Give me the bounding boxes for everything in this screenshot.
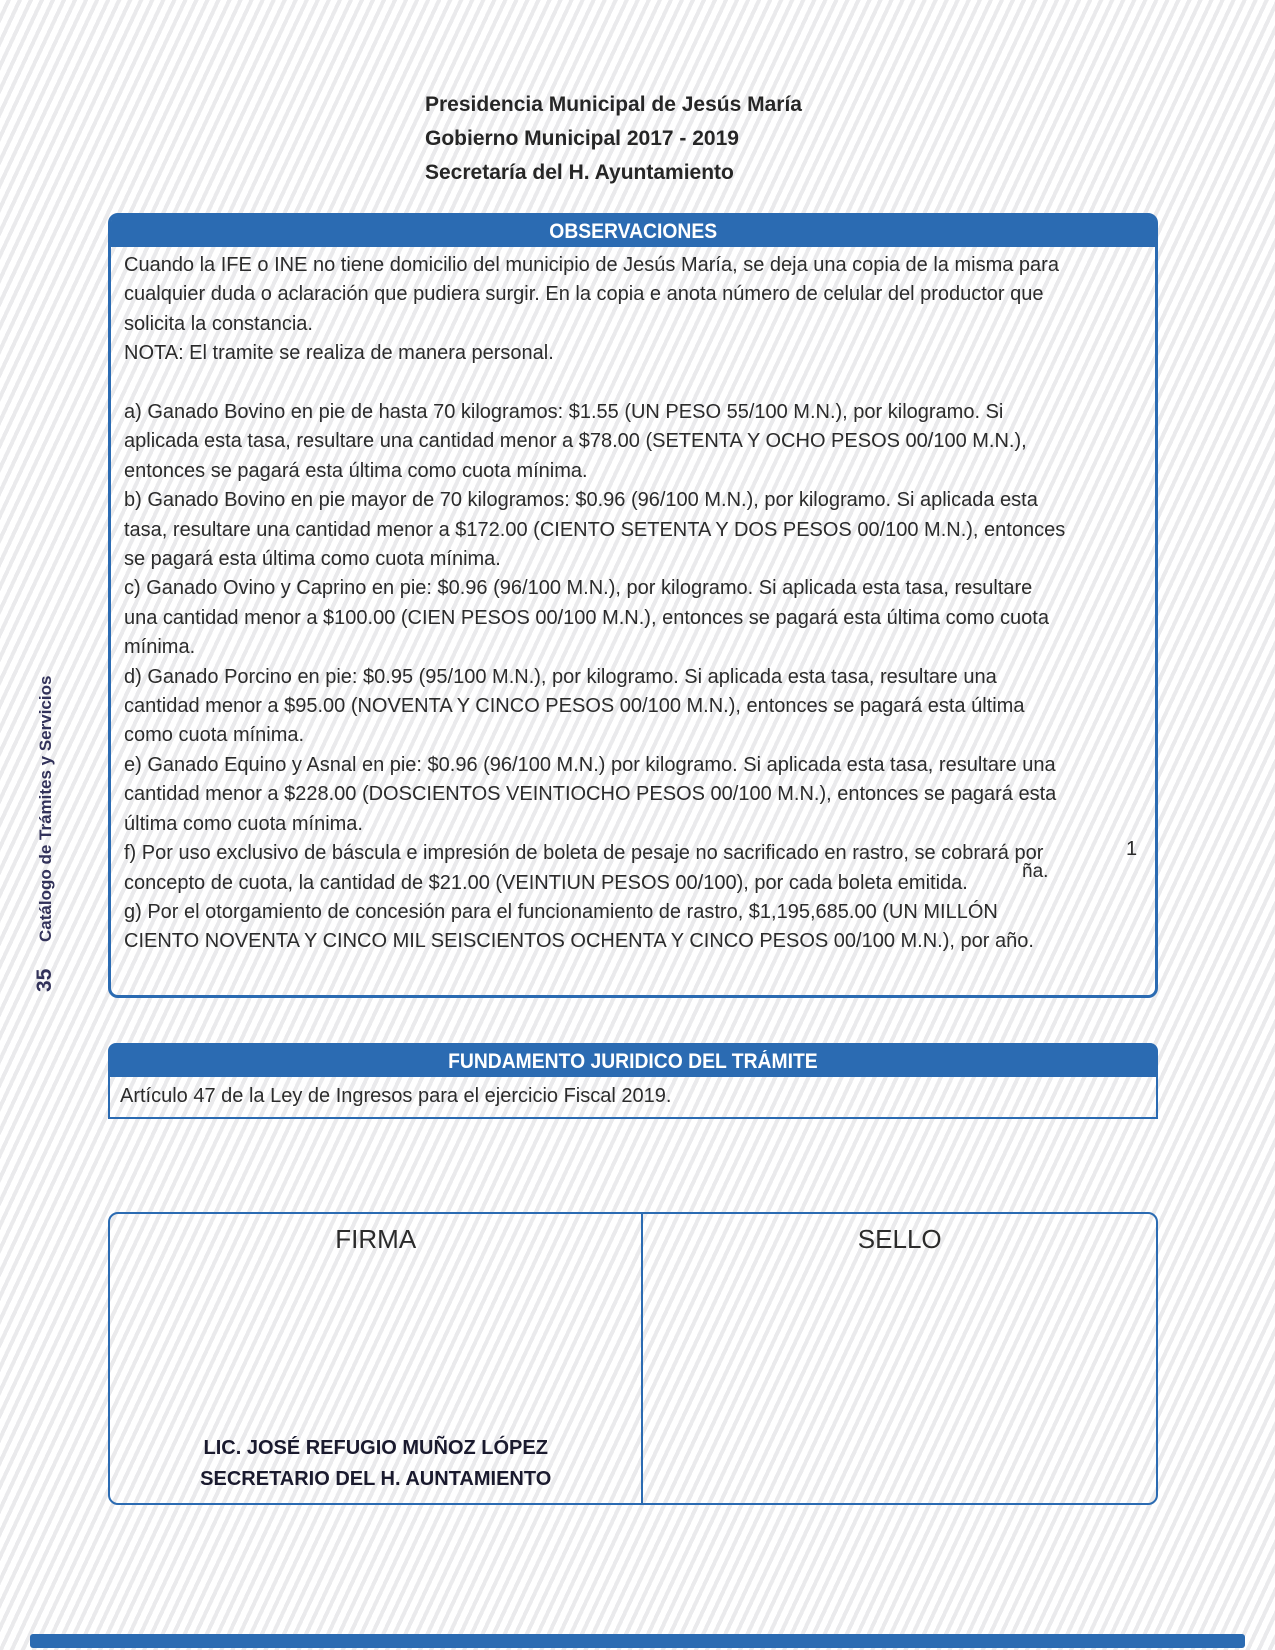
firma-label: FIRMA (335, 1224, 417, 1254)
observaciones-paragraph: NOTA: El tramite se realiza de manera personal. (124, 342, 554, 365)
overlap-text-artifact: ña. (1022, 861, 1049, 882)
header-line-1: Presidencia Municipal de Jesús María (425, 93, 802, 116)
observaciones-paragraph: Cuando la IFE o INE no tiene domicilio del municipio de Jesús María, se deja una copia de la misma para cualquier duda o aclaración que pudiera surgir. En la copia e anota número de celular del productor que solicita la constancia. (124, 254, 1059, 335)
stray-page-number-artifact: 1 (1126, 838, 1138, 860)
fundamento-title: FUNDAMENTO JURIDICO DEL TRÁMITE (448, 1050, 818, 1073)
observaciones-paragraph: c) Ganado Ovino y Caprino en pie: $0.96 (96/100 M.N.), por kilogramo. Si aplicada esta tasa, resultare una cantidad menor a $100.00 (CIEN PESOS 00/100 M.N.), entonces se pagará esta última como cuota mínima. (124, 577, 1049, 659)
fundamento-text: Artículo 47 de la Ley de Ingresos para el ejercicio Fiscal 2019. (120, 1085, 672, 1107)
observaciones-paragraph: d) Ganado Porcino en pie: $0.95 (95/100 M.N.), por kilogramo. Si aplicada esta tasa, resultare una cantidad menor a $95.00 (NOVENTA Y CINCO PESOS 00/100 M.N.), entonces se pagará esta última como cuota mínima. (124, 665, 1025, 747)
header-line-3: Secretaría del H. Ayuntamiento (425, 161, 734, 184)
observaciones-paragraph: f) Por uso exclusivo de báscula e impresión de boleta de pesaje no sacrificado en rastro, se cobrará por concepto de cuota, la cantidad de $21.00 (VEINTIUN PESOS 00/100), por cada boleta emitida. (124, 842, 1044, 894)
observaciones-paragraph: a) Ganado Bovino en pie de hasta 70 kilogramos: $1.55 (UN PESO 55/100 M.N.), por kilogramo. Si aplicada esta tasa, resultare una cantidad menor a $78.00 (SETENTA Y OCHO PESOS 00/100 M.N.), entonces se pagará esta última como cuota mínima. (124, 401, 1027, 482)
observaciones-title-bar (111, 216, 1155, 247)
observaciones-body (111, 247, 1155, 961)
firma-cell (110, 1214, 643, 1503)
fundamento-title-bar (108, 1043, 1158, 1077)
sidebar-catalog-label: Catálogo de Trámites y Servicios (36, 675, 55, 942)
sello-cell (643, 1214, 1156, 1503)
observaciones-title: OBSERVACIONES (549, 220, 717, 243)
observaciones-paragraph: b) Ganado Bovino en pie mayor de 70 kilogramos: $0.96 (96/100 M.N.), por kilogramo. Si aplicada esta tasa, resultare una cantidad menor a $172.00 (CIENTO SETENTA Y DOS PESOS 00/100 M.N.), entonces se pagará esta última como cuota mínima. (124, 489, 1066, 571)
document-header (425, 88, 802, 190)
footer-accent-bar (30, 1634, 1245, 1648)
page-number: 35 (33, 968, 56, 992)
header-line-2: Gobierno Municipal 2017 - 2019 (425, 127, 739, 150)
signatory-title: SECRETARIO DEL H. AUNTAMIENTO (200, 1468, 552, 1490)
fundamento-section (108, 1043, 1158, 1119)
fundamento-body-box (108, 1077, 1158, 1119)
signatory-block (110, 1433, 641, 1495)
sello-label: SELLO (857, 1224, 942, 1254)
observaciones-paragraph: e) Ganado Equino y Asnal en pie: $0.96 (96/100 M.N.) por kilogramo. Si aplicada esta tasa, resultare una cantidad menor a $228.00 (DOSCIENTOS VEINTIOCHO PESOS 00/100 M.N.), entonces se pagará esta última como cuota mínima. (124, 753, 1057, 835)
observaciones-paragraph: g) Por el otorgamiento de concesión para el funcionamiento de rastro, $1,195,685.00 (UN MILLÓN CIENTO NOVENTA Y CINCO MIL SEISCIENTOS OCHENTA Y CINCO PESOS 00/100 M.N.), por año. (124, 900, 1034, 953)
observaciones-section (108, 213, 1158, 998)
signature-table (108, 1212, 1158, 1505)
signatory-name: LIC. JOSÉ REFUGIO MUÑOZ LÓPEZ (203, 1437, 548, 1459)
